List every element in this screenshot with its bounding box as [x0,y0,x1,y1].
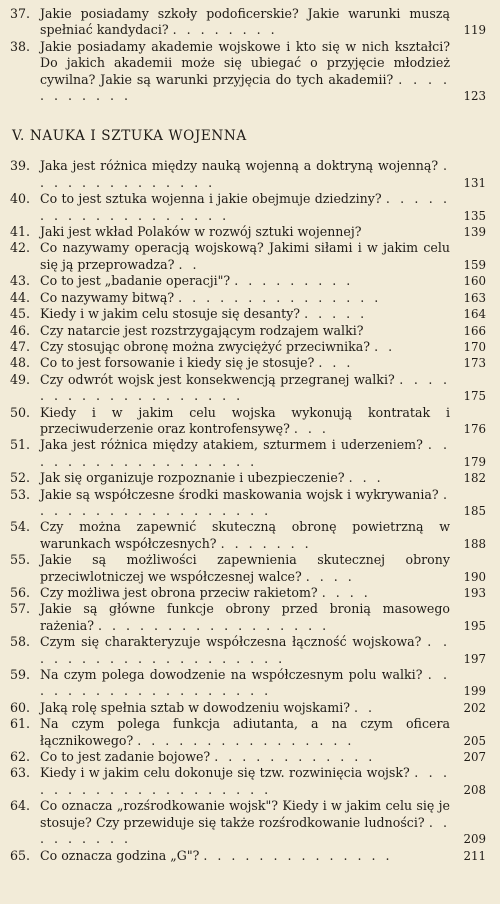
entry-question: Jakie są możliwości zapewnienia skutecznej obrony przeciwlotniczej we współczesnej walce? [40,552,450,584]
entry-page-number: 185 [463,503,486,518]
entry-number: 47. [10,338,31,354]
dot-leader: . . . [293,420,329,436]
entry-page-number: 123 [463,89,486,104]
entry-page-number: 209 [463,832,486,847]
entry-text [40,240,456,273]
entry-page-number: 159 [463,257,486,272]
entry-question: Czy stosując obronę można zwyciężyć przeciwnika? [40,338,371,354]
entry-question: Na czym polega dowodzenie na współczesnym polu walki? [40,667,423,683]
dot-leader: . . . . . . . . . . . . . . [40,158,450,190]
toc-entry [10,39,486,105]
dot-leader: . . . . . . . . . . . . . . . . . . . . [40,634,450,666]
toc-entry [10,470,486,486]
dot-leader: . . . . . . . . . [40,814,450,847]
dot-leader: . . . . . . . . . . . . . . . . . . . [40,667,450,699]
entry-page-number: 199 [463,684,486,699]
entry-page-number: 193 [463,586,486,600]
toc-entry [10,339,486,355]
entry-question: Co nazywamy operacją wojskową? Jakimi siłami i w jakim celu się ją przeprowadza? [40,240,450,272]
toc-pre-list [10,6,486,104]
entry-text [40,765,456,798]
entry-number: 61. [10,716,31,732]
dot-leader: . . . . [321,585,371,600]
entry-page-number: 188 [463,536,486,551]
section-title: V. NAUKA I SZTUKA WOJENNA [12,128,247,145]
toc-entry [10,191,486,224]
toc-entry [10,601,486,634]
entry-page-number: 119 [463,23,486,38]
entry-text [40,290,456,306]
dot-leader: . . . . [305,568,355,584]
entry-page-number: 170 [463,339,486,354]
toc-entry [10,240,486,273]
entry-number: 56. [10,585,31,600]
entry-text [40,437,456,470]
entry-number: 50. [10,404,31,420]
entry-question: Jakie są główne funkcje obrony przed bronią masowego rażenia? [40,601,450,633]
entry-question: Na czym polega funkcja adiutanta, a na czym oficera łącznikowego? [40,716,450,748]
entry-text [40,601,456,634]
entry-question: Jakie posiadamy szkoły podoficerskie? Jakie warunki muszą spełniać kandydaci? [40,6,450,38]
toc-entry [10,487,486,520]
entry-text [40,6,456,39]
toc-entry [10,798,486,847]
entry-page-number: 195 [463,618,486,633]
entry-text [40,372,456,405]
entry-page-number: 208 [463,782,486,797]
dot-leader: . . . . . . . . . . . . . . . . . [98,617,330,633]
entry-question: Czy możliwa jest obrona przeciw rakietom? [40,585,318,600]
entry-question: Jaką rolę spełnia sztab w dowodzeniu wojskami? [40,699,351,715]
entry-number: 65. [10,847,31,863]
entry-number: 63. [10,765,31,781]
dot-leader: . . . . . . . . . [234,273,354,289]
entry-page-number: 190 [463,569,486,584]
dot-leader: . . . . . . . . . . . . . . . [178,289,382,305]
entry-text [40,749,456,765]
dot-leader: . . [354,699,376,715]
entry-question: Jakie są współczesne środki maskowania wojsk i wykrywania? [40,486,439,502]
entry-number: 38. [10,38,31,54]
entry-page-number: 205 [463,733,486,748]
entry-page-number: 211 [463,848,486,863]
toc-entry [10,158,486,191]
entry-number: 43. [10,273,31,289]
entry-text [40,306,456,322]
entry-text [40,355,456,371]
dot-leader: . . . . . . . . [172,22,278,38]
toc-entry [10,634,486,667]
entry-text [40,798,456,847]
entry-number: 41. [10,224,31,240]
dot-leader: . . . . . [304,306,368,322]
toc-list [10,158,486,863]
entry-text [40,667,456,700]
entry-question: Co to jest forsowanie i kiedy się je stosuje? [40,355,315,371]
entry-number: 54. [10,519,31,535]
entry-question: Jaki jest wkład Polaków w rozwój sztuki wojennej? [40,224,362,240]
entry-number: 42. [10,240,31,256]
toc-entry [10,848,486,864]
toc-entry [10,765,486,798]
toc-entry [10,667,486,700]
entry-number: 62. [10,749,31,765]
entry-question: Co to jest sztuka wojenna i jakie obejmuje dziedziny? [40,191,382,207]
dot-leader: . . . . . . . . . . . . . . . . . . [40,486,450,518]
toc-entry [10,290,486,306]
entry-question: Jaka jest różnica między atakiem, szturmem i uderzeniem? [40,437,423,453]
toc-entry [10,306,486,322]
toc-entry [10,6,486,39]
entry-text [40,339,456,355]
entry-number: 45. [10,306,31,322]
dot-leader: . . . . . . . . . . . . [214,749,376,765]
entry-text [40,519,456,552]
dot-leader: . . . . . . . . . . . . . . . . . . . . [40,765,450,797]
toc-entry [10,372,486,405]
entry-text [40,323,456,339]
entry-page-number: 164 [463,307,486,322]
entry-text [40,585,456,601]
entry-page-number: 197 [463,651,486,666]
toc-entry [10,716,486,749]
entry-number: 46. [10,322,31,338]
entry-text [40,273,456,289]
entry-number: 48. [10,355,31,371]
entry-number: 59. [10,667,31,683]
entry-page-number: 135 [463,208,486,223]
entry-question: Jak się organizuje rozpoznanie i ubezpieczenie? [40,470,345,486]
toc-entry [10,355,486,371]
entry-question: Jakie posiadamy akademie wojskowe i kto się w nich kształci? Do jakich akademii może się ubiegać o przyjęcie młodzież cywilna? Jakie są warunki przyjęcia do tych akademii? [40,38,450,87]
entry-page-number: 160 [463,274,486,289]
entry-number: 52. [10,470,31,486]
entry-page-number: 182 [463,471,486,486]
dot-leader: . . . [318,355,354,371]
entry-number: 49. [10,371,31,387]
entry-question: Jaka jest różnica między nauką wojenną a doktryną wojenną? [40,158,439,174]
entry-number: 55. [10,552,31,568]
toc-entry [10,519,486,552]
entry-page-number: 207 [463,750,486,765]
dot-leader: . . . . . . . . . . . . . . [203,847,393,863]
entry-page-number: 131 [463,175,486,190]
dot-leader: . . [374,338,396,354]
entry-number: 40. [10,191,31,207]
entry-question: Czy odwrót wojsk jest konsekwencją przegranej walki? [40,371,395,387]
dot-leader: . . . . . . . . . . . . . . . . . . . [40,191,450,223]
entry-question: Czym się charakteryzuje współczesna łączność wojskowa? [40,634,422,650]
entry-text [40,848,456,864]
entry-text [40,716,456,749]
entry-text [40,552,456,585]
toc-entry [10,585,486,601]
toc-entry [10,273,486,289]
entry-question: Kiedy i w jakim celu dokonuje się tzw. rozwinięcia wojsk? [40,765,410,781]
entry-text [40,700,456,716]
entry-text [40,191,456,224]
toc-entry [10,405,486,438]
entry-number: 37. [10,6,31,21]
toc-entry [10,552,486,585]
entry-question: Kiedy i w jakim celu stosuje się desanty? [40,306,301,322]
entry-number: 53. [10,486,31,502]
entry-number: 44. [10,289,31,305]
toc-entry [10,323,486,339]
entry-text [40,634,456,667]
entry-number: 51. [10,437,31,453]
dot-leader: . . [178,256,200,272]
entry-text [40,39,456,105]
entry-page-number: 179 [463,454,486,469]
entry-question: Co nazywamy bitwą? [40,289,175,305]
dot-leader: . . . . . . . . . . . . . . . . . . . [40,371,450,404]
toc-entry [10,749,486,765]
entry-question: Czy można zapewnić skuteczną obronę powietrzną w warunkach współczesnych? [40,519,450,551]
entry-text [40,405,456,438]
dot-leader: . . . . . . . [220,535,312,551]
entry-text [40,487,456,520]
entry-question: Kiedy i w jakim celu wojska wykonują kontratak i przeciwuderzenie oraz kontrofensywę? [40,404,450,436]
entry-number: 60. [10,699,31,715]
entry-page-number: 139 [463,225,486,240]
dot-leader: . . . . . . . . . . . . . . . . . . [40,437,450,469]
dot-leader: . . . . . . . . . . . . . . . . [137,732,355,748]
dot-leader: . . . . . . . . . . . [40,71,450,104]
toc-entry [10,224,486,240]
entry-question: Co oznacza godzina „G"? [40,847,200,863]
entry-text [40,470,456,486]
entry-page-number: 173 [463,356,486,371]
entry-page-number: 163 [463,290,486,305]
entry-page-number: 166 [463,323,486,338]
dot-leader: . . . [348,470,384,486]
toc-entry [10,437,486,470]
entry-question: Co oznacza „rozśrodkowanie wojsk"? Kiedy i w jakim celu się je stosuje? Czy przewiduje się także rozśrodkowanie ludności? [40,798,450,830]
entry-question: Co to jest zadanie bojowe? [40,749,211,765]
toc-entry [10,700,486,716]
entry-number: 57. [10,601,31,617]
entry-number: 64. [10,798,31,814]
entry-page-number: 176 [463,421,486,436]
entry-page-number: 175 [463,389,486,404]
entry-number: 58. [10,634,31,650]
entry-text [40,158,456,191]
entry-number: 39. [10,158,31,174]
entry-page-number: 202 [463,700,486,715]
entry-text [40,224,456,240]
entry-question: Co to jest „badanie operacji"? [40,273,231,289]
entry-question: Czy natarcie jest rozstrzygającym rodzajem walki? [40,322,364,338]
